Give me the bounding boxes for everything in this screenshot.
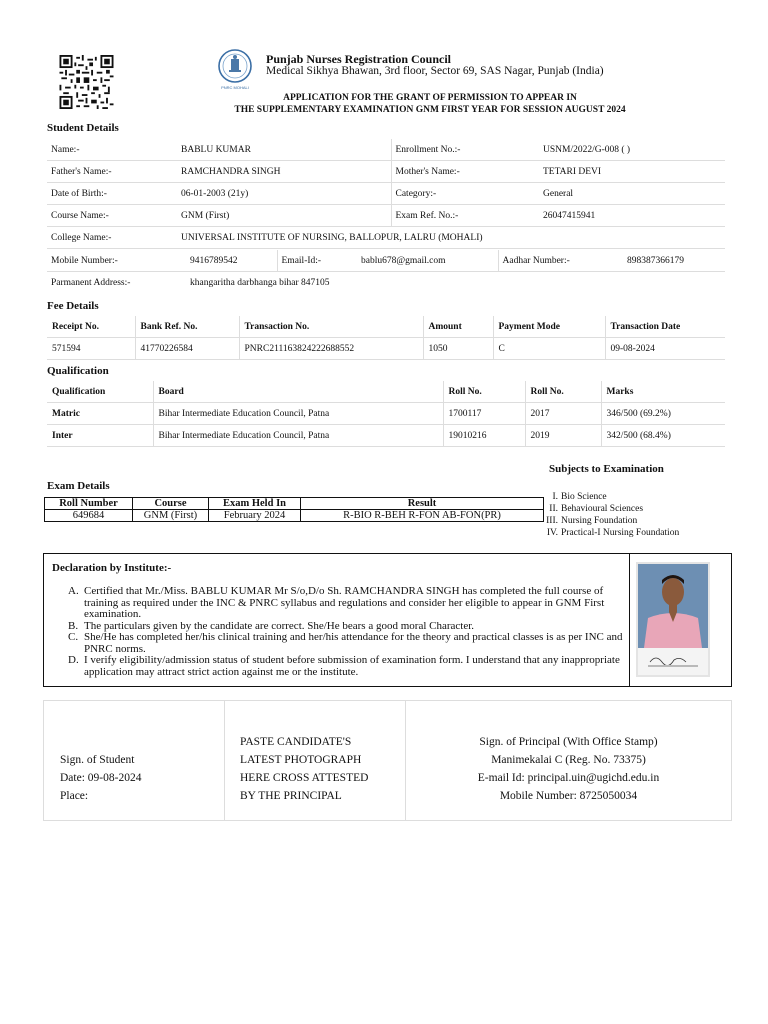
email-value: bablu678@gmail.com (357, 250, 498, 272)
payment-mode: C (493, 338, 605, 360)
marks: 342/500 (68.4%) (601, 425, 725, 447)
father-name-value: RAMCHANDRA SINGH (177, 161, 391, 183)
column-header: Result (301, 498, 544, 510)
logo-text: PNRC MOHALI (221, 85, 249, 90)
college-label: College Name:- (47, 227, 177, 249)
table-row (47, 338, 725, 360)
course-value: GNM (First) (177, 205, 391, 227)
subject-name: Nursing Foundation (561, 516, 638, 526)
table-header-row (45, 498, 544, 510)
column-header: Transaction No. (239, 316, 423, 338)
declaration-text: Certified that Mr./Miss. BABLU KUMAR Mr S/o,D/o Sh. RAMCHANDRA SINGH has completed the full course of training as required under the INC & PNRC syllabus and regulations and consider her eligible to appear in GNM First examination. (84, 585, 605, 620)
fee-details-heading: Fee Details (47, 300, 99, 312)
column-header: Transaction Date (605, 316, 725, 338)
column-header: Amount (423, 316, 493, 338)
subject-number: II. (549, 504, 558, 514)
board: Bihar Intermediate Education Council, Patna (153, 425, 443, 447)
student-details-table (47, 139, 725, 249)
exam-result: R-BIO R-BEH R-FON AB-FON(PR) (301, 510, 544, 522)
aadhar-label: Aadhar Number:- (498, 250, 623, 272)
qualification-table (47, 381, 725, 447)
exam-held-in: February 2024 (209, 510, 301, 522)
table-row (47, 403, 725, 425)
candidate-photo (636, 562, 710, 677)
subject-name: Behavioural Sciences (561, 504, 644, 514)
enrollment-label: Enrollment No.:- (391, 139, 539, 161)
column-header: Exam Held In (209, 498, 301, 510)
list-item (68, 585, 624, 621)
list-item (540, 515, 679, 527)
exam-course: GNM (First) (133, 510, 209, 522)
table-row (47, 227, 725, 249)
table-row (47, 183, 725, 205)
list-item (68, 631, 624, 655)
subject-name: Practical-I Nursing Foundation (561, 528, 680, 538)
column-header: Bank Ref. No. (135, 316, 239, 338)
category-label: Category:- (391, 183, 539, 205)
subjects-heading: Subjects to Examination (549, 463, 664, 475)
column-header: Marks (601, 381, 725, 403)
year: 2017 (525, 403, 601, 425)
qualification-name: Matric (47, 403, 153, 425)
declaration-box (43, 553, 732, 687)
enrollment-value: USNM/2022/G-008 ( ) (539, 139, 725, 161)
list-item (540, 491, 679, 503)
declaration-letter: A. (68, 585, 79, 597)
table-row (47, 161, 725, 183)
mother-name-label: Mother's Name:- (391, 161, 539, 183)
declaration-letter: C. (68, 631, 79, 643)
declaration-list (68, 585, 624, 678)
paste-instruction: BY THE PRINCIPAL (240, 790, 342, 802)
principal-mobile: Mobile Number: 8725050034 (499, 790, 638, 802)
exam-ref-label: Exam Ref. No.:- (391, 205, 539, 227)
principal-email: E-mail Id: principal.uin@ugichd.edu.in (477, 772, 660, 784)
table-row (47, 139, 725, 161)
subjects-list (540, 491, 679, 539)
council-logo (216, 48, 254, 92)
fee-table (47, 316, 725, 360)
table-header-row (47, 381, 725, 403)
subject-name: Bio Science (561, 492, 607, 502)
college-value: UNIVERSAL INSTITUTE OF NURSING, BALLOPUR, LALRU (MOHALI) (177, 227, 725, 249)
qualification-heading: Qualification (47, 365, 109, 377)
roll-number: 649684 (45, 510, 133, 522)
student-signature-cell (44, 701, 225, 820)
dob-label: Date of Birth:- (47, 183, 177, 205)
name-value: BABLU KUMAR (177, 139, 391, 161)
signature-section (43, 700, 732, 821)
declaration-text-area (44, 554, 630, 686)
paste-instruction: LATEST PHOTOGRAPH (240, 754, 362, 766)
mother-name-value: TETARI DEVI (539, 161, 725, 183)
year: 2019 (525, 425, 601, 447)
table-row (47, 205, 725, 227)
email-label: Email-Id:- (277, 250, 357, 272)
qr-code-image (58, 55, 115, 109)
name-label: Name:- (47, 139, 177, 161)
column-header: Roll No. (525, 381, 601, 403)
dob-value: 06-01-2003 (21y) (177, 183, 391, 205)
subject-number: III. (546, 516, 558, 526)
mobile-value: 9416789542 (186, 250, 277, 272)
table-row (47, 250, 725, 272)
father-name-label: Father's Name:- (47, 161, 177, 183)
exam-ref-value: 26047415941 (539, 205, 725, 227)
paste-instruction: PASTE CANDIDATE'S (240, 736, 352, 748)
declaration-text: The particulars given by the candidate are correct. She/He bears a good moral Character. (84, 619, 475, 632)
column-header: Qualification (47, 381, 153, 403)
declaration-text: I verify eligibility/admission status of student before submission of examination form. I understand that any inappropriate application may attract strict action against me or the institute. (84, 654, 620, 678)
declaration-title: Declaration by Institute:- (52, 562, 172, 574)
subject-number: IV. (546, 528, 558, 538)
transaction-date: 09-08-2024 (605, 338, 725, 360)
photo-paste-cell (225, 701, 406, 820)
address-value: khangaritha darbhanga bihar 847105 (190, 277, 330, 288)
org-name: Punjab Nurses Registration Council (266, 52, 452, 66)
category-value: General (539, 183, 725, 205)
mobile-label: Mobile Number:- (47, 250, 186, 272)
board: Bihar Intermediate Education Council, Patna (153, 403, 443, 425)
student-details-heading: Student Details (47, 122, 119, 134)
roll-no: 19010216 (443, 425, 525, 447)
table-row (45, 510, 544, 522)
declaration-letter: D. (68, 654, 79, 666)
application-title-line2: THE SUPPLEMENTARY EXAMINATION GNM FIRST YEAR FOR SESSION AUGUST 2024 (234, 105, 626, 115)
place-label: Place: (60, 790, 89, 802)
exam-table (44, 497, 544, 522)
contact-table (47, 250, 725, 293)
column-header: Receipt No. (47, 316, 135, 338)
receipt-no: 571594 (47, 338, 135, 360)
table-row (47, 272, 725, 294)
marks: 346/500 (69.2%) (601, 403, 725, 425)
subject-number: I. (552, 492, 558, 502)
list-item (540, 527, 679, 539)
qualification-name: Inter (47, 425, 153, 447)
course-label: Course Name:- (47, 205, 177, 227)
list-item (540, 503, 679, 515)
transaction-no: PNRC211163824222688552 (239, 338, 423, 360)
bank-ref-no: 41770226584 (135, 338, 239, 360)
roll-no: 1700117 (443, 403, 525, 425)
column-header: Payment Mode (493, 316, 605, 338)
aadhar-value: 898387366179 (623, 250, 725, 272)
address-label: Parmanent Address:- (51, 277, 131, 288)
exam-details-heading: Exam Details (47, 480, 110, 492)
paste-instruction: HERE CROSS ATTESTED (240, 772, 369, 784)
column-header: Board (153, 381, 443, 403)
column-header: Roll No. (443, 381, 525, 403)
student-sign-label: Sign. of Student (60, 754, 135, 766)
list-item (68, 654, 624, 678)
table-row (47, 425, 725, 447)
principal-name: Manimekalai C (Reg. No. 73375) (491, 754, 646, 766)
declaration-letter: B. (68, 619, 79, 632)
column-header: Roll Number (45, 498, 133, 510)
date-label: Date: 09-08-2024 (60, 772, 142, 784)
table-header-row (47, 316, 725, 338)
principal-signature-cell (406, 733, 731, 805)
org-address: Medical Sikhya Bhawan, 3rd floor, Sector 69, SAS Nagar, Punjab (India) (266, 65, 604, 77)
column-header: Course (133, 498, 209, 510)
principal-sign-label: Sign. of Principal (With Office Stamp) (479, 736, 658, 748)
application-title-line1: APPLICATION FOR THE GRANT OF PERMISSION TO APPEAR IN (283, 93, 577, 103)
declaration-text: She/He has completed her/his clinical training and her/his attendance for the theory and practical classes is as per INC and PNRC norms. (84, 631, 623, 655)
amount: 1050 (423, 338, 493, 360)
